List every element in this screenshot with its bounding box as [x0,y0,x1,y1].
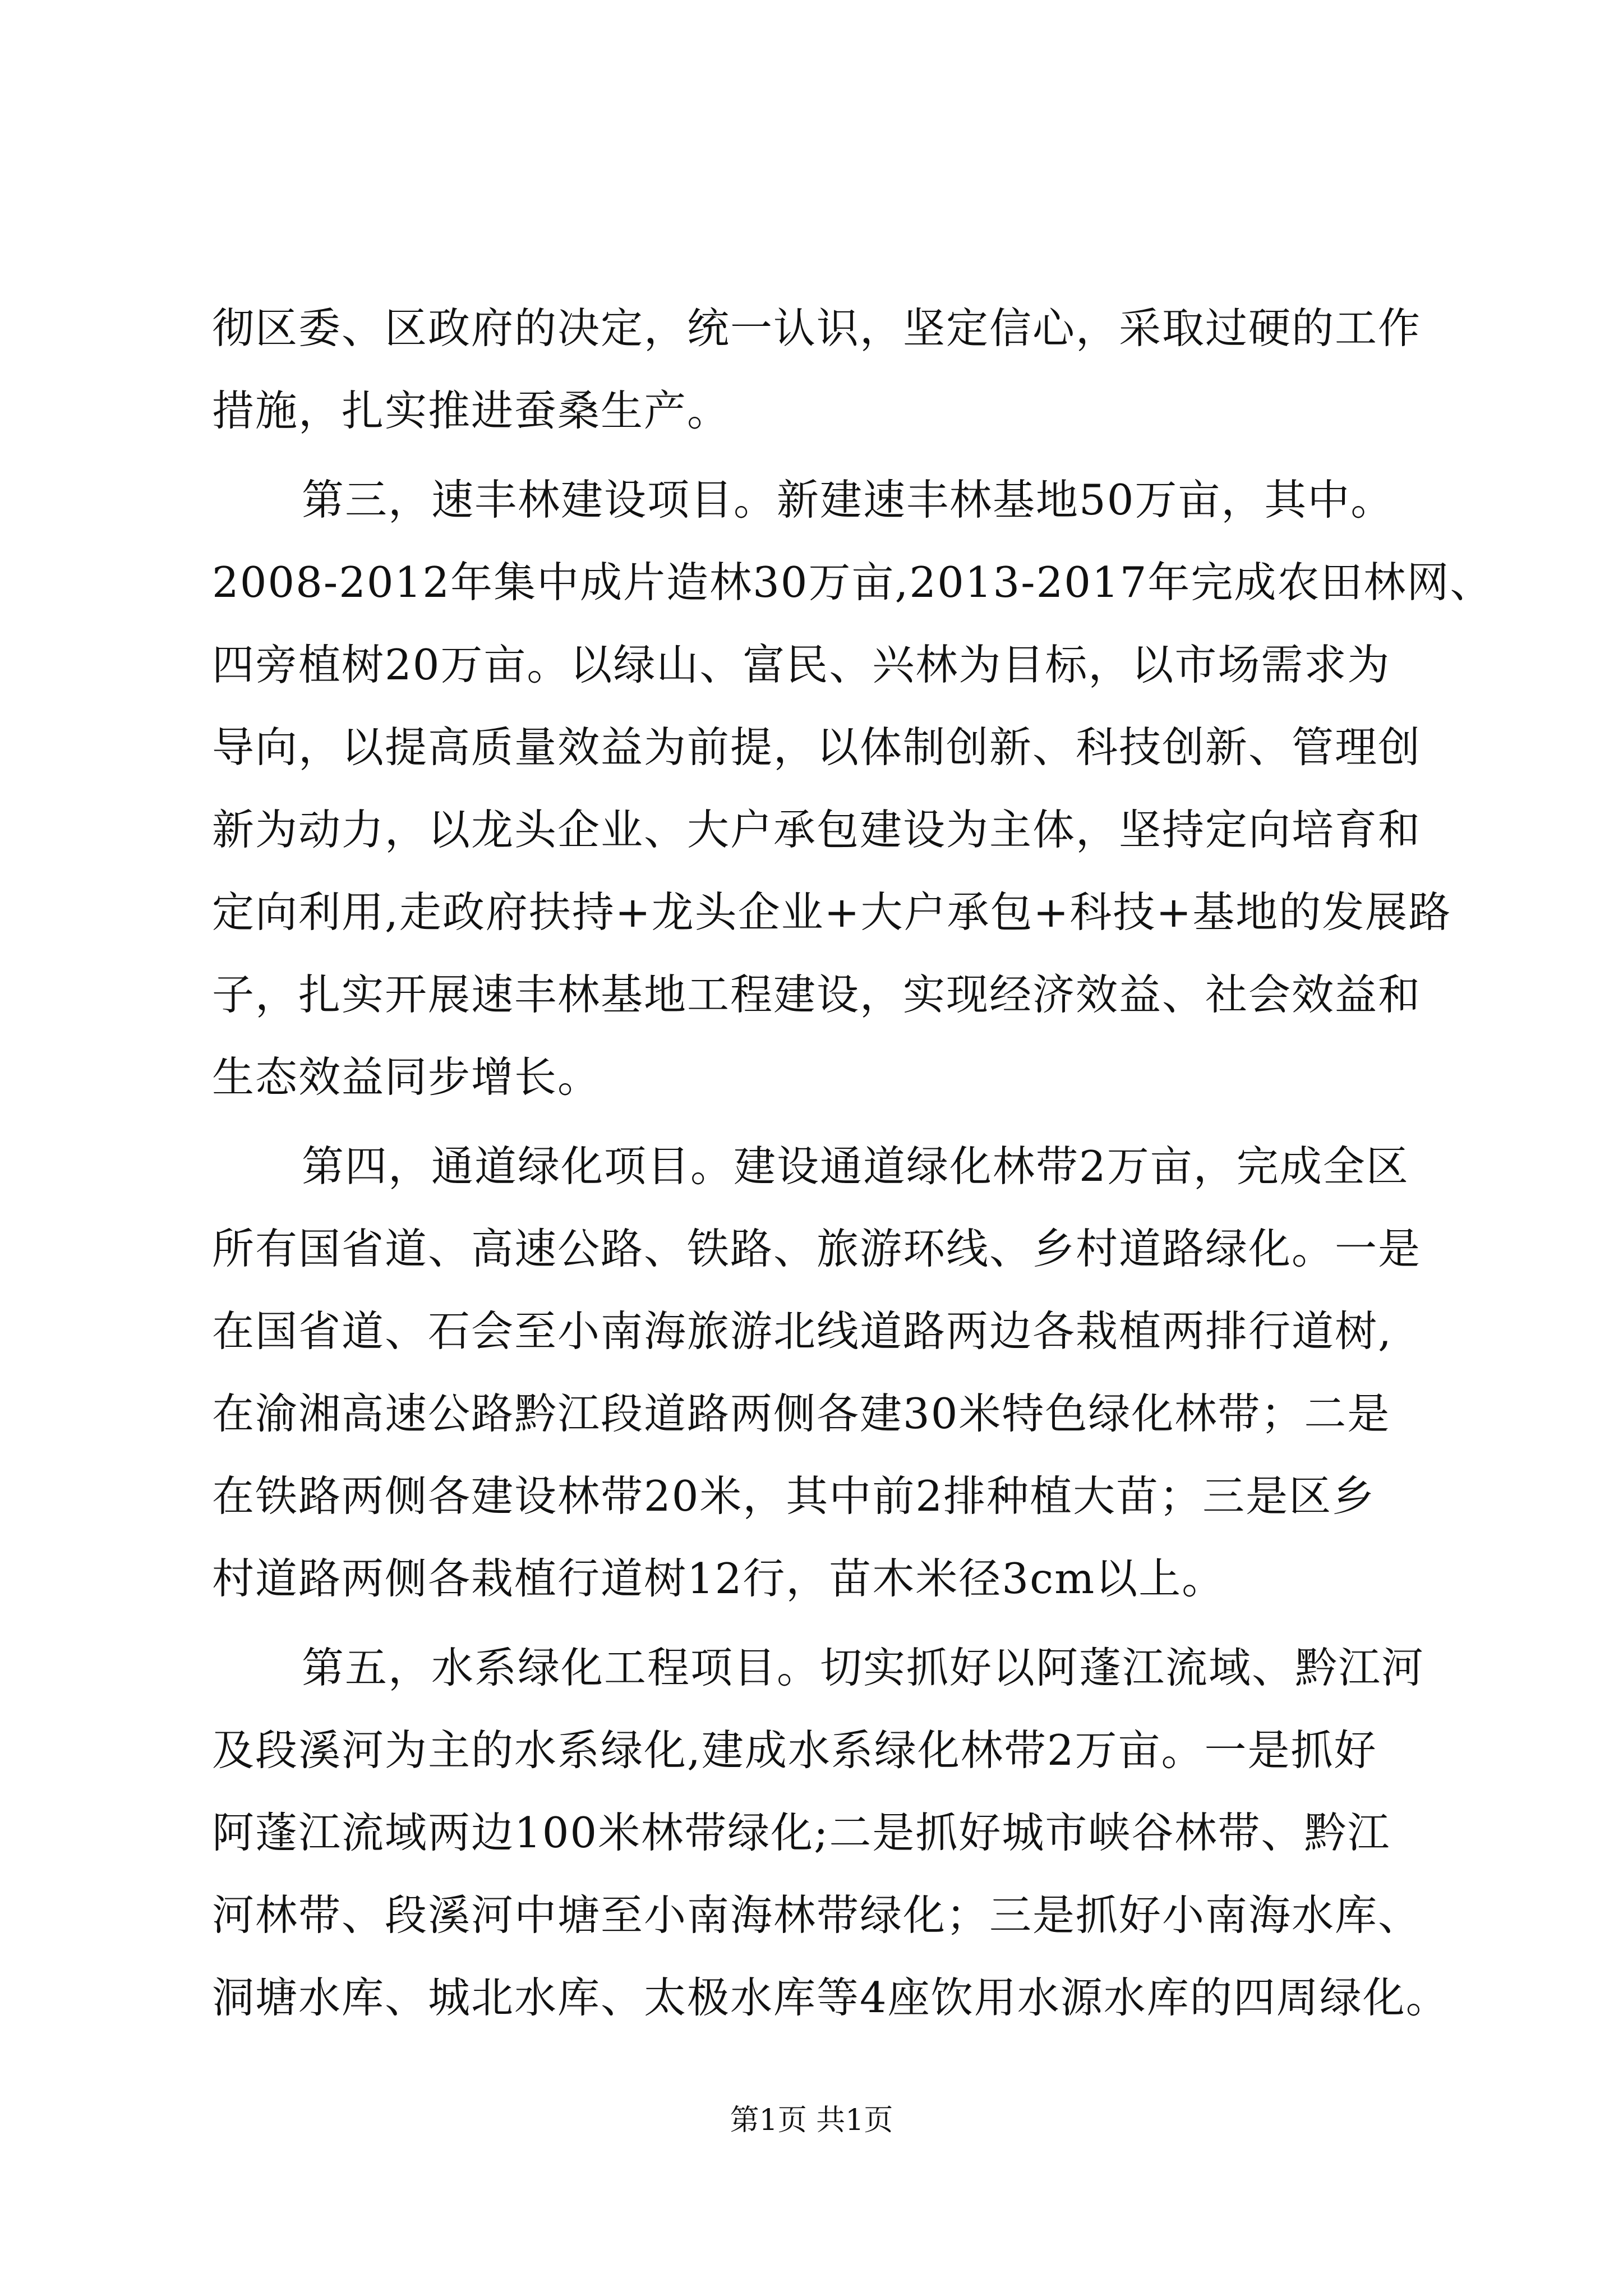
paragraph-first-line: 第四，通道绿化项目。建设通道绿化林带2万亩，完成全区 [302,1142,1409,1191]
body-line: 及段溪河为主的水系绿化,建成水系绿化林带2万亩。一是抓好 [212,1726,1377,1775]
body-line: 子，扎实开展速丰林基地工程建设，实现经济效益、社会效益和 [212,970,1422,1019]
page-number-footer: 第1页 共1页 [730,2104,893,2137]
body-line: 阿蓬江流域两边100米林带绿化;二是抓好城市峡谷林带、黔江 [212,1808,1391,1857]
body-line: 新为动力，以龙头企业、大户承包建设为主体，坚持定向培育和 [212,805,1422,854]
body-line: 导向，以提高质量效益为前提，以体制创新、科技创新、管理创 [212,723,1422,772]
body-line: 在国省道、石会至小南海旅游北线道路两边各栽植两排行道树, [212,1306,1393,1356]
body-line: 生态效益同步增长。 [212,1052,601,1102]
paragraph-first-line: 第三，速丰林建设项目。新建速丰林基地50万亩，其中。 [302,475,1394,524]
body-line: 在铁路两侧各建设林带20米，其中前2排种植大苗；三是区乡 [212,1471,1376,1521]
body-line: 在渝湘高速公路黔江段道路两侧各建30米特色绿化林带；二是 [212,1389,1391,1438]
body-line: 四旁植树20万亩。以绿山、富民、兴林为目标，以市场需求为 [212,640,1391,689]
paragraph-first-line: 第五，水系绿化工程项目。切实抓好以阿蓬江流域、黔江河 [302,1643,1425,1692]
document-body [212,287,1493,2039]
body-line: 措施，扎实推进蚕桑生产。 [212,386,731,435]
body-line: 河林带、段溪河中塘至小南海林带绿化；三是抓好小南海水库、 [212,1890,1422,1940]
body-line: 村道路两侧各栽植行道树12行，苗木米径3cm以上。 [212,1554,1225,1603]
body-line: 洞塘水库、城北水库、太极水库等4座饮用水源水库的四周绿化。 [212,1973,1449,2022]
body-line: 所有国省道、高速公路、铁路、旅游环线、乡村道路绿化。一是 [212,1224,1422,1273]
body-line: 2008-2012年集中成片造林30万亩,2013-2017年完成农田林网、 [212,558,1493,607]
body-line: 定向利用,走政府扶持+龙头企业+大户承包+科技+基地的发展路 [212,887,1452,937]
body-line: 彻区委、区政府的决定，统一认识，坚定信心，采取过硬的工作 [212,303,1422,353]
